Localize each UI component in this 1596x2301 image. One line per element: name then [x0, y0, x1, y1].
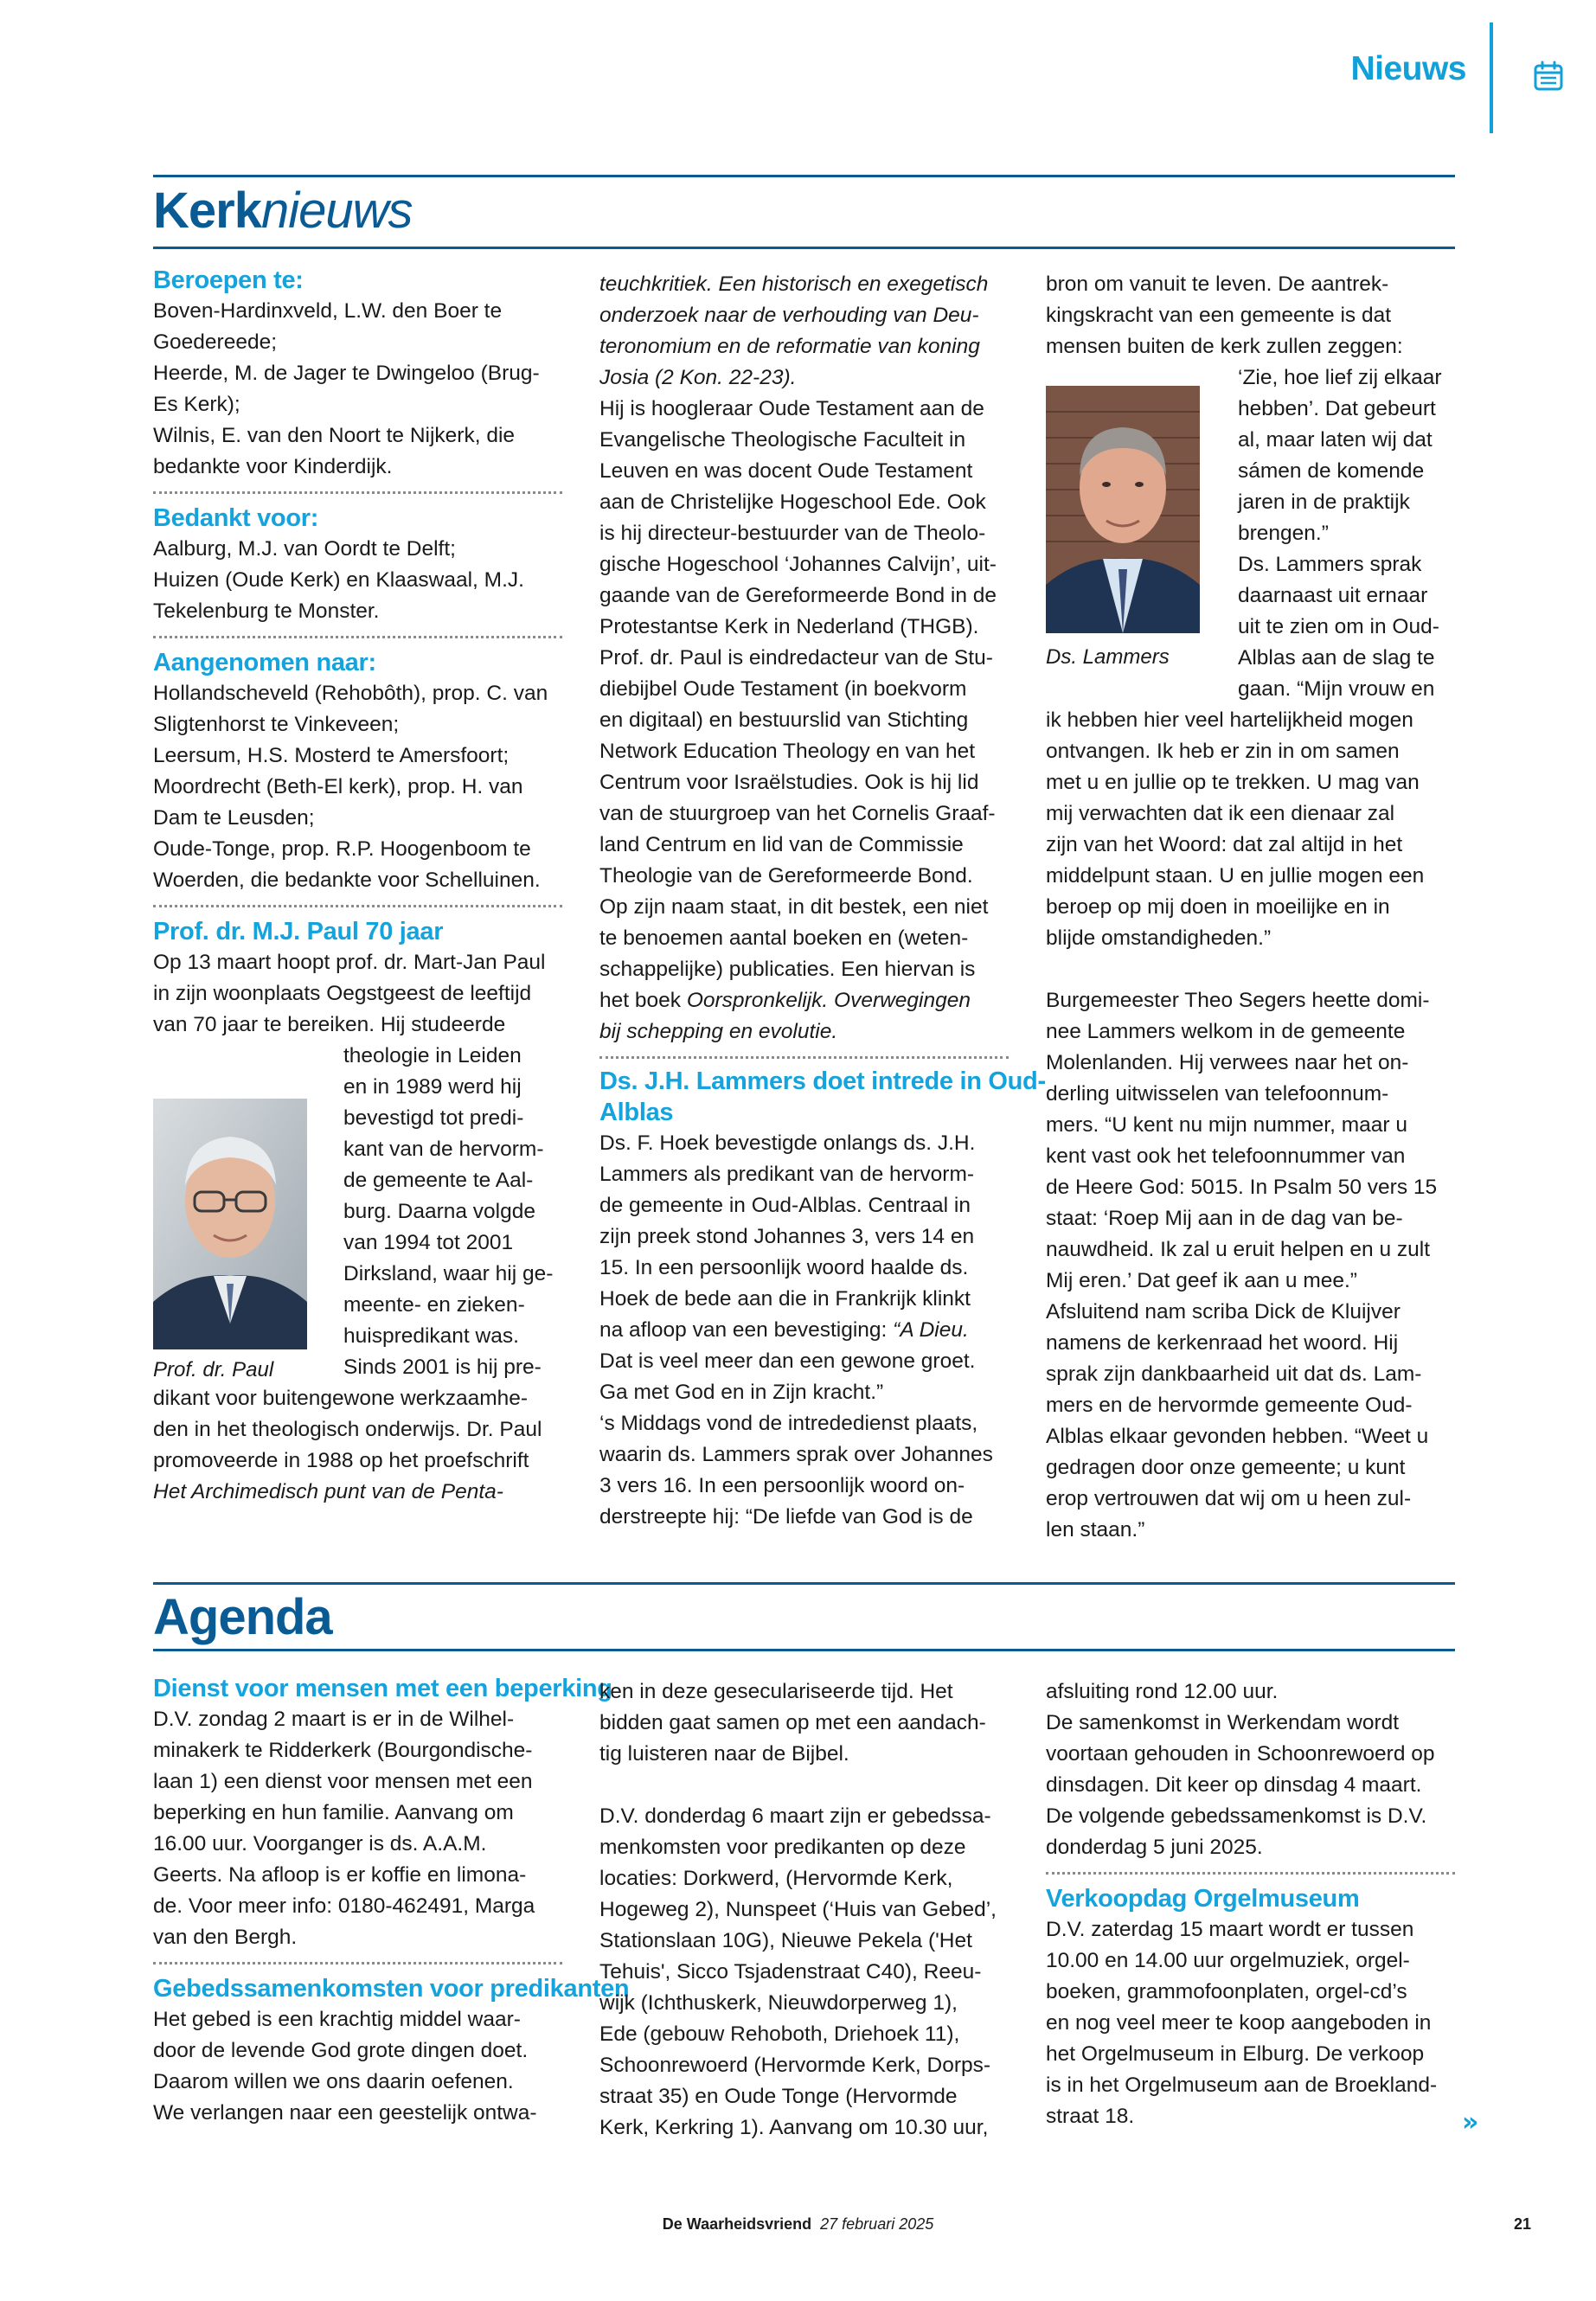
text-line: sprak zijn dankbaarheid uit dat ds. Lam-: [1046, 1362, 1422, 1386]
text-line: blijde omstandigheden.”: [1046, 926, 1272, 950]
text-line: derling uitwisselen van telefoonnum-: [1046, 1082, 1389, 1106]
text-line: diebijbel Oude Testament (in boekvorm: [599, 677, 967, 701]
text-line: boeken, grammofoonplaten, orgel-cd’s: [1046, 1980, 1407, 2003]
text-line: de gemeente in Oud-Alblas. Centraal in: [599, 1194, 971, 1217]
text-line: Hij is hoogleraar Oude Testament aan de: [599, 397, 984, 420]
dienst-text: [153, 1704, 562, 1953]
text-line: gaande van de Gereformeerde Bond in de: [599, 584, 997, 607]
text-line: burg. Daarna volgde: [343, 1200, 536, 1223]
kerknieuws-column-2: [599, 269, 1046, 1533]
text-line: in zijn woonplaats Oegstgeest de leeftijd: [153, 982, 532, 1005]
text-line: mij verwachten dat ik een dienaar zal: [1046, 802, 1395, 825]
text-line: Alblas elkaar gevonden hebben. “Weet u: [1046, 1425, 1429, 1448]
agenda-top-rule: [153, 1582, 1455, 1585]
text-line: teronomium en de reformatie van koning: [599, 335, 980, 358]
text-line: door de levende God grote dingen doet.: [153, 2039, 529, 2062]
text-line: Kerk, Kerkring 1). Aanvang om 10.30 uur,: [599, 2116, 989, 2139]
gebed-locations: [599, 1801, 1009, 2144]
text-line: ik hebben hier veel hartelijkheid mogen: [1046, 708, 1413, 732]
text-line: mensen buiten de kerk zullen zeggen:: [1046, 335, 1403, 358]
page-number: 21: [1514, 2215, 1532, 2233]
text-line: D.V. zondag 2 maart is er in de Wilhel-: [153, 1708, 515, 1731]
text-line: onderzoek naar de verhouding van Deu-: [599, 304, 979, 327]
paul-heading: Prof. dr. M.J. Paul 70 jaar: [153, 918, 444, 945]
text-line: en digitaal) en bestuurslid van Stichting: [599, 708, 969, 732]
text-line: zijn van het Woord: dat zal altijd in het: [1046, 833, 1403, 856]
text-line: van de stuurgroep van het Cornelis Graaf-: [599, 802, 996, 825]
text-line: tig luisteren naar de Bijbel.: [599, 1742, 849, 1766]
text-line: De volgende gebedssamenkomst is D.V.: [1046, 1804, 1427, 1828]
text-line: Heerde, M. de Jager te Dwingeloo (Brug-: [153, 362, 540, 385]
beroepen-heading: Beroepen te:: [153, 266, 304, 294]
text-line: erop vertrouwen dat wij om u heen zul-: [1046, 1487, 1412, 1510]
text-line: Evangelische Theologische Faculteit in: [599, 428, 966, 452]
text-line: Ga met God en in Zijn kracht.”: [599, 1381, 884, 1404]
bedankt-heading: Bedankt voor:: [153, 504, 319, 532]
text-line: bedankte voor Kinderdijk.: [153, 455, 393, 478]
text-line: Josia (2 Kon. 22-23).: [599, 366, 797, 389]
text-line: gedragen door onze gemeente; u kunt: [1046, 1456, 1406, 1479]
text-line: straat 18.: [1046, 2105, 1135, 2128]
text-line: van 70 jaar te bereiken. Hij studeerde: [153, 1013, 506, 1036]
continue-arrow-icon[interactable]: »: [1462, 2107, 1479, 2138]
lammers-article: [599, 1128, 1009, 1315]
mayor-paragraph: [1046, 985, 1455, 1546]
text-line: afsluiting rond 12.00 uur.: [1046, 1680, 1279, 1703]
text-line: staat: ‘Roep Mij aan in de dag van be-: [1046, 1207, 1403, 1230]
text-line: te benoemen aantal boeken en (weten-: [599, 926, 969, 950]
text-line: 15. In een persoonlijk woord haalde ds.: [599, 1256, 969, 1279]
text-line: en in 1989 werd hij: [343, 1075, 522, 1099]
text-line: bidden gaat samen op met een aandach-: [599, 1711, 986, 1734]
text-line: Ede (gebouw Rehoboth, Driehoek 11),: [599, 2022, 960, 2046]
text-line: Op 13 maart hoopt prof. dr. Mart-Jan Paul: [153, 951, 546, 974]
text-line: van den Bergh.: [153, 1926, 298, 1949]
agenda-column-2: [599, 1676, 1009, 2144]
lammers-quote: [1046, 269, 1455, 362]
photo-caption-paul: Prof. dr. Paul: [153, 1358, 274, 1381]
text-line: is hij directeur-bestuurder van de Theolo-: [599, 522, 986, 545]
text-line: Burgemeester Theo Segers heette domi-: [1046, 989, 1430, 1012]
text-line: Theologie van de Gereformeerde Bond.: [599, 864, 973, 888]
lammers-heading: Ds. J.H. Lammers doet intrede in Oud-: [599, 1067, 1046, 1095]
text-line: namens de kerkenraad het woord. Hij: [1046, 1331, 1399, 1355]
text-line: 16.00 uur. Voorganger is ds. A.A.M.: [153, 1832, 487, 1856]
text-line: Goedereede;: [153, 330, 278, 354]
text-line: wijk (Ichthuskerk, Nieuwdorperweg 1),: [599, 1991, 958, 2015]
adieu-line: na afloop van een bevestiging: “A Dieu.: [599, 1318, 969, 1342]
gebed-text-continued: [599, 1676, 1009, 1770]
agenda-bottom-rule: [153, 1649, 1455, 1651]
text-line: met u en jullie op te trekken. U mag van: [1046, 771, 1420, 794]
text-line: De samenkomst in Werkendam wordt: [1046, 1711, 1400, 1734]
section-label: Nieuws: [1350, 50, 1466, 87]
separator: [153, 905, 562, 907]
text-line: Daarom willen we ons daarin oefenen.: [153, 2070, 514, 2093]
kerknieuws-title: Kerknieuws: [153, 183, 413, 239]
text-line: waarin ds. Lammers sprak over Johannes: [599, 1443, 993, 1466]
separator: [153, 1962, 562, 1965]
aangenomen-heading: Aangenomen naar:: [153, 649, 376, 676]
text-line: de Heere God: 5015. In Psalm 50 vers 15: [1046, 1176, 1438, 1199]
text-line: kant van de hervorm-: [343, 1138, 544, 1161]
gebed-heading: Gebedssamenkomsten voor predikanten: [153, 1975, 630, 2003]
text-line: Sligtenhorst te Vinkeveen;: [153, 713, 400, 736]
paul-book-line-2: bij schepping en evolutie.: [599, 1020, 838, 1043]
text-line: al, maar laten wij dat: [1238, 428, 1433, 452]
text-line: len staan.”: [1046, 1518, 1145, 1541]
text-line: Het gebed is een krachtig middel waar-: [153, 2008, 521, 2031]
text-line: huispredikant was.: [343, 1324, 519, 1348]
text-line: Hogeweg 2), Nunspeet (‘Huis van Gebed’,: [599, 1898, 997, 1921]
orgel-heading: Verkoopdag Orgelmuseum: [1046, 1885, 1360, 1913]
text-line: Leersum, H.S. Mosterd te Amersfoort;: [153, 744, 510, 767]
text-line: Alblas aan de slag te: [1238, 646, 1435, 670]
text-line: Wilnis, E. van den Noort te Nijkerk, die: [153, 424, 516, 447]
separator: [153, 636, 562, 638]
text-line: donderdag 5 juni 2025.: [1046, 1836, 1263, 1859]
text-line: theologie in Leiden: [343, 1044, 522, 1067]
header-divider: [1490, 22, 1493, 133]
text-line: Sinds 2001 is hij pre-: [343, 1356, 542, 1379]
text-line: kent vast ook het telefoonnummer van: [1046, 1144, 1406, 1168]
separator: [599, 1056, 1009, 1059]
text-line: bevestigd tot predi-: [343, 1106, 524, 1130]
text-line: voortaan gehouden in Schoonrewoerd op: [1046, 1742, 1435, 1766]
bedankt-list: [153, 534, 562, 627]
text-line: teuchkritiek. Een historisch en exegetisch: [599, 272, 989, 296]
text-line: van 1994 tot 2001: [343, 1231, 514, 1254]
text-line: hebben’. Dat gebeurt: [1238, 397, 1436, 420]
text-line: Dam te Leusden;: [153, 806, 315, 830]
photo-ds-lammers: [1046, 386, 1200, 633]
text-line: straat 35) en Oude Tonge (Hervormde: [599, 2085, 958, 2108]
text-line: Stationslaan 10G), Nieuwe Pekela ('Het: [599, 1929, 972, 1952]
text-line: Es Kerk);: [153, 393, 240, 416]
text-line: ‘s Middags vond de intrededienst plaats,: [599, 1412, 978, 1435]
text-line: uit te zien om in Oud-: [1238, 615, 1439, 638]
photo-prof-paul: [153, 1099, 307, 1349]
text-line: Geerts. Na afloop is er koffie en limona-: [153, 1863, 527, 1887]
text-line: beroep op mij doen in moeilijke en in: [1046, 895, 1390, 919]
text-line: meente- en zieken-: [343, 1293, 525, 1317]
text-line: Mij eren.’ Dat geef ik aan u mee.”: [1046, 1269, 1357, 1292]
text-line: Lammers als predikant van de hervorm-: [599, 1163, 975, 1186]
text-line: mers. “U kent nu mijn nummer, maar u: [1046, 1113, 1407, 1137]
paul-bio: [599, 394, 1009, 985]
text-line: laan 1) een dienst voor mensen met een: [153, 1770, 533, 1793]
text-line: Op zijn naam staat, in dit bestek, een niet: [599, 895, 989, 919]
lammers-heading-2: Alblas: [599, 1099, 674, 1126]
text-line: Huizen (Oude Kerk) en Klaaswaal, M.J.: [153, 568, 524, 592]
text-line: de gemeente te Aal-: [343, 1169, 534, 1192]
calendar-icon: [1533, 61, 1564, 92]
thesis-title-continued: [599, 269, 1009, 394]
text-line: dikant voor buitengewone werkzaamhe-: [153, 1387, 529, 1410]
text-line: Boven-Hardinxveld, L.W. den Boer te: [153, 299, 503, 323]
agenda-title: Agenda: [153, 1589, 332, 1645]
text-line: ken in deze geseculariseerde tijd. Het: [599, 1680, 953, 1703]
paul-book-line: het boek Oorspronkelijk. Overwegingen: [599, 989, 971, 1012]
text-line: Hollandscheveld (Rehobôth), prop. C. van: [153, 682, 548, 705]
gebed-text: [153, 2004, 562, 2129]
text-line: middelpunt staan. U en jullie mogen een: [1046, 864, 1425, 888]
text-line: gische Hogeschool ‘Johannes Calvijn’, uit-: [599, 553, 997, 576]
text-line: brengen.”: [1238, 522, 1329, 545]
kerknieuws-top-rule: [153, 175, 1455, 177]
text-line: D.V. donderdag 6 maart zijn er gebedssa-: [599, 1804, 991, 1828]
text-line: sámen de komende: [1238, 459, 1425, 483]
text-line: Centrum voor Israëlstudies. Ook is hij lid: [599, 771, 979, 794]
text-line: Aalburg, M.J. van Oordt te Delft;: [153, 537, 456, 561]
text-line: nee Lammers welkom in de gemeente: [1046, 1020, 1406, 1043]
text-line: Leuven en was docent Oude Testament: [599, 459, 973, 483]
text-line: Tehuis', Sicco Tsjadenstraat C40), Reeu-: [599, 1960, 982, 1984]
separator: [153, 491, 562, 494]
text-line: Oude-Tonge, prop. R.P. Hoogenboom te: [153, 837, 531, 861]
text-line: nauwdheid. Ik zal u eruit helpen en u zult: [1046, 1238, 1431, 1261]
text-line: Protestantse Kerk in Nederland (THGB).: [599, 615, 979, 638]
paul-intro: [153, 947, 562, 1041]
text-line: promoveerde in 1988 op het proefschrift: [153, 1449, 529, 1472]
text-line: locaties: Dorkwerd, (Hervormde Kerk,: [599, 1867, 953, 1890]
text-line: en nog veel meer te koop aangeboden in: [1046, 2011, 1432, 2035]
text-line: mers en de hervormde gemeente Oud-: [1046, 1394, 1413, 1417]
orgel-text: [1046, 1914, 1455, 2132]
text-line: Woerden, die bedankte voor Schelluinen.: [153, 868, 541, 892]
text-line: schappelijke) publicaties. Een hiervan is: [599, 958, 976, 981]
text-line: Ds. F. Hoek bevestigde onlangs ds. J.H.: [599, 1131, 976, 1155]
kerknieuws-bottom-rule: [153, 247, 1455, 249]
text-line: 10.00 en 14.00 uur orgelmuziek, orgel-: [1046, 1949, 1410, 1972]
agenda-column-3: [1046, 1676, 1455, 2132]
footer-publication: De Waarheidsvriend 27 februari 2025: [662, 2215, 934, 2233]
text-line: gaan. “Mijn vrouw en: [1238, 677, 1435, 701]
text-line: Tekelenburg te Monster.: [153, 599, 380, 623]
paul-continued: [153, 1383, 562, 1477]
text-line: We verlangen naar een geestelijk ontwa-: [153, 2101, 537, 2125]
text-line: land Centrum en lid van de Commissie: [599, 833, 964, 856]
text-line: het Orgelmuseum in Elburg. De verkoop: [1046, 2042, 1425, 2066]
text-line: Moordrecht (Beth-El kerk), prop. H. van: [153, 775, 523, 798]
text-line: Ds. Lammers sprak: [1238, 553, 1422, 576]
photo-caption-lammers: Ds. Lammers: [1046, 645, 1170, 669]
text-line: Dirksland, waar hij ge-: [343, 1262, 554, 1285]
text-line: menkomsten voor predikanten op deze: [599, 1836, 966, 1859]
text-line: 3 vers 16. In een persoonlijk woord on-: [599, 1474, 965, 1497]
beroepen-list: [153, 296, 562, 483]
text-line: D.V. zaterdag 15 maart wordt er tussen: [1046, 1918, 1414, 1941]
text-line: aan de Christelijke Hogeschool Ede. Ook: [599, 490, 986, 514]
text-line: ‘Zie, hoe lief zij elkaar: [1238, 366, 1442, 389]
text-line: minakerk te Ridderkerk (Bourgondische-: [153, 1739, 533, 1762]
dienst-heading: Dienst voor mensen met een beperking: [153, 1675, 612, 1702]
lammers-article-continued: [599, 1346, 1009, 1533]
aangenomen-list: [153, 678, 562, 896]
text-line: zijn preek stond Johannes 3, vers 14 en: [599, 1225, 975, 1248]
text-line: Hoek de bede aan die in Frankrijk klinkt: [599, 1287, 971, 1311]
text-line: ontvangen. Ik heb er zin in om samen: [1046, 740, 1400, 763]
lammers-continued: [1046, 705, 1455, 954]
text-line: daarnaast uit ernaar: [1238, 584, 1428, 607]
text-line: Molenlanden. Hij verwees naar het on-: [1046, 1051, 1409, 1074]
text-line: beperking en hun familie. Aanvang om: [153, 1801, 514, 1824]
agenda-column-1: [153, 1673, 630, 2129]
gebed-locations-continued: [1046, 1676, 1455, 1863]
text-line: Afsluitend nam scriba Dick de Kluijver: [1046, 1300, 1401, 1324]
text-line: Schoonrewoerd (Hervormde Kerk, Dorps-: [599, 2054, 991, 2077]
text-line: kingskracht van een gemeente is dat: [1046, 304, 1392, 327]
separator: [1046, 1872, 1455, 1875]
text-line: is in het Orgelmuseum aan de Broekland-: [1046, 2073, 1438, 2097]
text-line: dinsdagen. Dit keer op dinsdag 4 maart.: [1046, 1773, 1422, 1797]
text-line: den in het theologisch onderwijs. Dr. Paul: [153, 1418, 542, 1441]
text-line: de. Voor meer info: 0180-462491, Marga: [153, 1894, 535, 1918]
text-line: Prof. dr. Paul is eindredacteur van de Stu-: [599, 646, 993, 670]
paul-thesis-title: Het Archimedisch punt van de Penta-: [153, 1480, 503, 1503]
text-line: bron om vanuit te leven. De aantrek-: [1046, 272, 1389, 296]
text-line: Network Education Theology en van het: [599, 740, 976, 763]
text-line: jaren in de praktijk: [1238, 490, 1410, 514]
text-line: derstreepte hij: “De liefde van God is de: [599, 1505, 973, 1529]
text-line: Dat is veel meer dan een gewone groet.: [599, 1349, 976, 1373]
